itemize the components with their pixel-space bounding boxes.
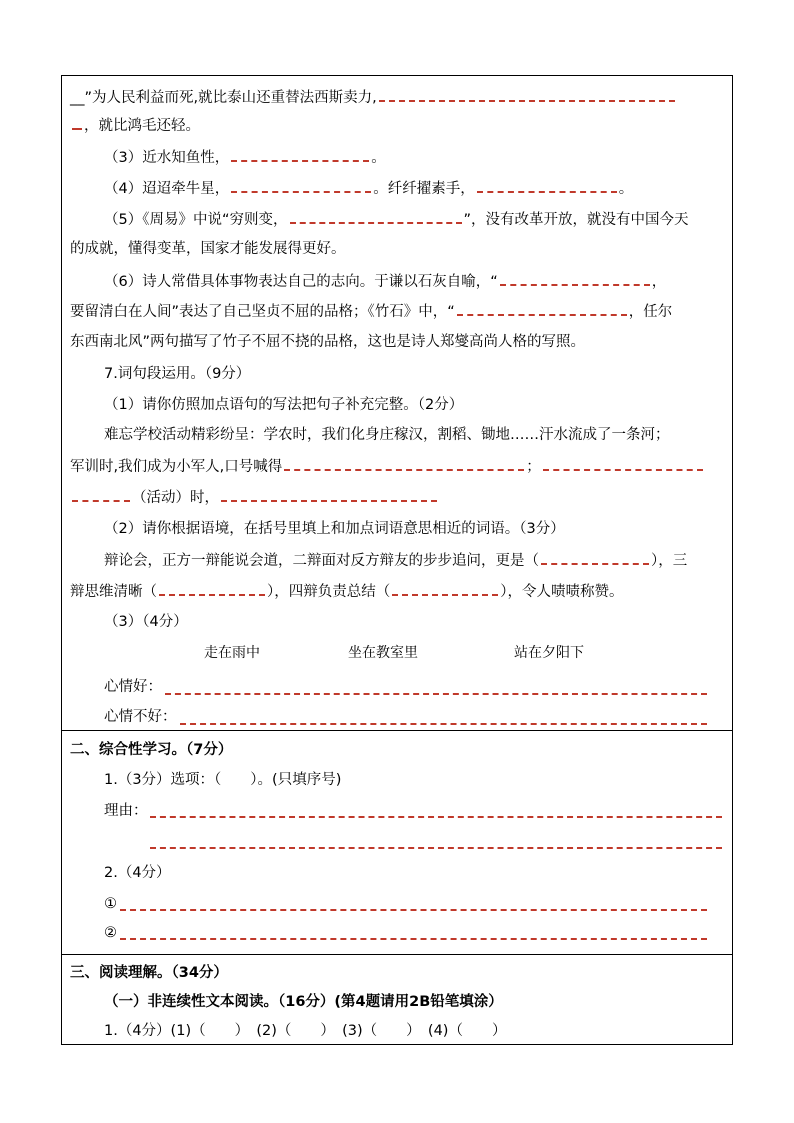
q6-text-c: ，任尔 [628, 304, 673, 320]
q7-text: 7.词句段运用。（9分） [104, 366, 251, 382]
good-mood-label: 心情好： [104, 679, 162, 695]
q6-text-d: 东西南北风”两句描写了竹子不屈不挠的品格，这也是诗人郑燮高尚人格的写照。 [70, 334, 586, 350]
q5-text-a: （5）《周易》中说“穷则变， [104, 212, 288, 228]
q6-text-a: （6）诗人常借具体事物表达自己的志向。于谦以石灰自喻，“ [104, 274, 498, 290]
answer-blank[interactable] [159, 582, 265, 596]
q7-1c-text: （活动）时， [132, 490, 219, 506]
q7-2a-end: ），三 [651, 553, 688, 569]
circle-2-label: ② [104, 925, 117, 941]
q6-line-3 [70, 333, 585, 351]
answer-blank[interactable] [543, 457, 703, 471]
part2-q2: 2.（4分） [104, 865, 171, 881]
answer-blank[interactable] [290, 210, 462, 224]
line-1 [70, 88, 677, 107]
q7-3-line [104, 613, 188, 631]
good-mood-answer-line[interactable] [165, 693, 707, 695]
answer-blank[interactable] [457, 302, 627, 316]
q4-text-b: 。纤纤擢素手， [373, 181, 475, 197]
q6-line: （6）诗人常借具体事物表达自己的志向。于谦以石灰自喻，“ ， [104, 274, 667, 290]
answer-blank[interactable] [231, 148, 369, 162]
part2-q1: 1.（3分）选项：（ ）。(只填序号) [104, 772, 342, 788]
q7-1c-line [70, 488, 439, 507]
q5-text-c: 的成就，懂得变革，国家才能发展得更好。 [70, 241, 346, 257]
answer-blank[interactable] [284, 457, 524, 471]
blank-start: __” [70, 90, 93, 106]
q7-1a-text: 难忘学校活动精彩纷呈：学农时，我们化身庄稼汉，割稻、锄地……汗水流成了一条河； [104, 427, 670, 443]
answer-sheet [61, 75, 733, 1045]
section-part3 [62, 955, 732, 1046]
q4-line: （4）迢迢牵牛星， 。纤纤擢素手， 。 [104, 181, 634, 197]
answer-blank[interactable] [392, 582, 498, 596]
circle-1-label: ① [104, 896, 117, 912]
q7-2a-text: 辩论会，正方一辩能说会道，二辩面对反方辩友的步步追问，更是（ [104, 553, 539, 569]
text-l2: ，就比鸿毛还轻。 [84, 118, 200, 134]
answer-blank[interactable] [72, 488, 130, 502]
part3-q1: 1.（4分）(1)（ ） (2)（ ） (3)（ ） (4)（ ） [104, 1023, 507, 1039]
answer-blank[interactable] [221, 488, 437, 502]
bad-mood-answer-line[interactable] [180, 723, 707, 725]
q7-2b-end: ），令人啧啧称赞。 [500, 584, 624, 600]
q7-1a-line [104, 426, 670, 444]
circle-2-answer-line[interactable] [120, 938, 707, 940]
q7-2-text: （2）请你根据语境，在括号里填上和加点词语意思相近的词语。（3分） [104, 521, 565, 537]
text-l1: 为人民利益而死,就比泰山还重替法西斯卖力, [92, 90, 377, 106]
answer-blank[interactable] [72, 116, 82, 130]
q7-title [104, 365, 250, 383]
reason-answer-line-2[interactable] [150, 847, 722, 849]
q7-2b-mid: ），四辩负责总结（ [267, 584, 391, 600]
part3-title: 三、阅读理解。（34分） [70, 965, 228, 981]
answer-blank[interactable] [541, 551, 649, 565]
section-part2 [62, 731, 732, 955]
q7-2b-line [70, 582, 624, 601]
q7-2b-text: 辩思维清晰（ [70, 584, 157, 600]
q5-text-b: ”，没有改革开放，就没有中国今天 [463, 212, 689, 228]
answer-blank[interactable] [231, 179, 371, 193]
q7-3-text: （3）（4分） [104, 614, 188, 630]
circle-1-answer-line[interactable] [120, 909, 707, 911]
option-2: 坐在教室里 [348, 645, 418, 661]
q3-text: （3）近水知鱼性， [104, 150, 230, 166]
part3-subtitle: （一）非连续性文本阅读。（16分）(第4题请用2B铅笔填涂） [104, 994, 503, 1010]
q7-2-line [104, 520, 565, 538]
answer-blank[interactable] [379, 88, 675, 102]
q6-line-2 [70, 302, 672, 321]
reason-label: 理由： [104, 803, 148, 819]
q7-1b-line: 军训时,我们成为小军人,口号喊得 ； [70, 457, 705, 476]
q7-2a-line [104, 551, 687, 570]
q5-line [104, 210, 689, 229]
answer-blank[interactable] [477, 179, 617, 193]
q3-line: （3）近水知鱼性， 。 [104, 150, 386, 166]
q7-1-line [104, 396, 463, 414]
answer-blank[interactable] [500, 272, 650, 286]
q4-text-a: （4）迢迢牵牛星， [104, 181, 230, 197]
q5-line-2 [70, 240, 346, 258]
q7-1b-text: 军训时,我们成为小军人,口号喊得 [70, 459, 283, 475]
option-1: 走在雨中 [204, 645, 260, 661]
q6-text-b: 要留清白在人间”表达了自己坚贞不屈的品格；《竹石》中，“ [70, 304, 455, 320]
bad-mood-label: 心情不好： [104, 709, 177, 725]
q7-1-text: （1）请你仿照加点语句的写法把句子补充完整。（2分） [104, 397, 464, 413]
option-3: 站在夕阳下 [514, 645, 584, 661]
line-2 [70, 116, 200, 135]
section-part1 [62, 76, 732, 731]
reason-answer-line[interactable] [150, 816, 722, 818]
part2-title: 二、综合性学习。（7分） [70, 742, 233, 758]
